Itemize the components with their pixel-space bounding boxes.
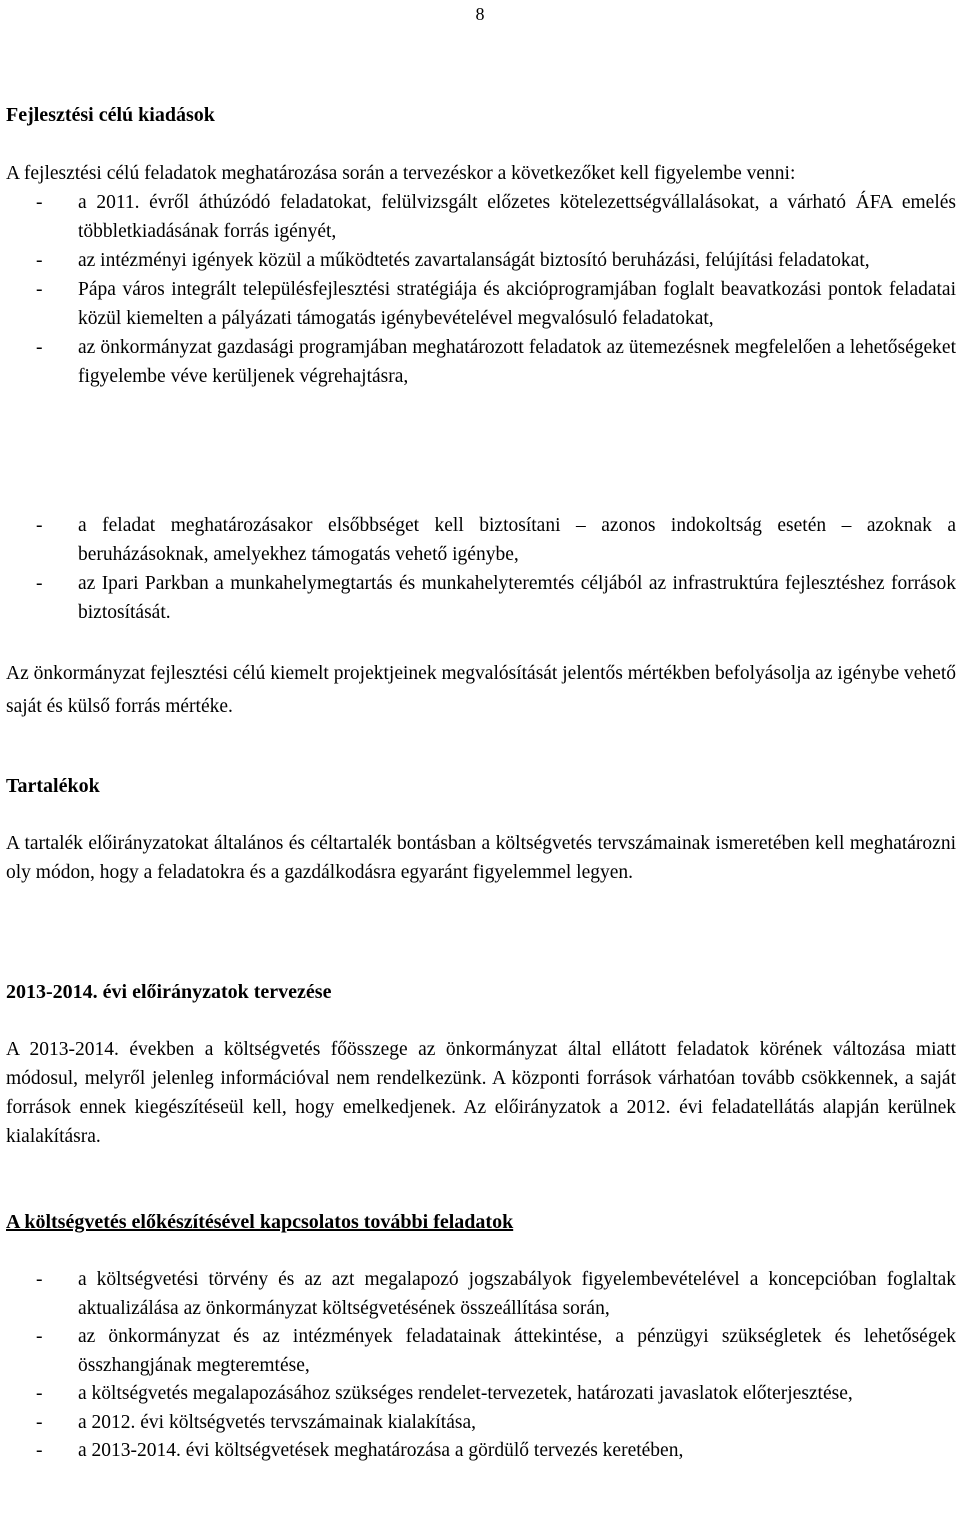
dash-marker: - — [36, 337, 43, 358]
section1-closing: Az önkormányzat fejlesztési célú kiemelt projektjeinek megvalósítását jelentős mértékben befolyásolja az igénybe vehető saját és külső forrás mértéke. — [6, 663, 956, 717]
section-title-tovabbi-feladatok: A költségvetés előkészítésével kapcsolatos további feladatok — [6, 1211, 514, 1233]
dash-marker: - — [36, 1383, 43, 1404]
dash-marker: - — [36, 573, 43, 594]
section2-text: A tartalék előirányzatokat általános és céltartalék bontásban a költségvetés tervszámainak ismeretében kell meghatározni oly módon, hogy a feladatokra és a gazdálkodásra egyaránt figyelemmel legyen. — [6, 833, 956, 883]
section1-list-a — [6, 188, 956, 391]
list-item: - az Ipari Parkban a munkahelymegtartás és munkahelyteremtés céljából az infrastruktúra fejlesztéshez források biztosítását. — [6, 569, 956, 627]
list-item: - a költségvetési törvény és az azt megalapozó jogszabályok figyelembevételével a koncepcióban foglaltak aktualizálása az önkormányzat költségvetésének összeállítása során, — [6, 1266, 956, 1323]
list-item: - a költségvetés megalapozásához szükséges rendelet-tervezetek, határozati javaslatok előterjesztése, — [6, 1380, 956, 1409]
dash-marker: - — [36, 1326, 43, 1347]
list-item: - a 2011. évről áthúzódó feladatokat, felülvizsgált előzetes kötelezettségvállalásokat, a várható ÁFA emelés többletkiadásának forrás igényét, — [6, 188, 956, 246]
section4-list — [6, 1266, 956, 1466]
section1-body — [6, 159, 956, 391]
list-item: - a 2013-2014. évi költségvetések meghatározása a gördülő tervezés keretében, — [6, 1437, 956, 1466]
dash-marker: - — [36, 279, 43, 300]
dash-marker: - — [36, 515, 43, 536]
page-number: 8 — [475, 4, 485, 24]
section-title-eloiranyzatok: 2013-2014. évi előirányzatok tervezése — [6, 981, 332, 1003]
list-item: - az önkormányzat és az intézmények feladatainak áttekintése, a pénzügyi szükségletek és lehetőségek összhangjának megteremtése, — [6, 1323, 956, 1380]
section3-body — [6, 1035, 956, 1151]
list-item: - a feladat meghatározásakor elsőbbséget kell biztosítani – azonos indokoltság esetén – azoknak a beruházásoknak, amelyekhez támogatás vehető igénybe, — [6, 511, 956, 569]
dash-marker: - — [36, 192, 43, 213]
list-item: - a 2012. évi költségvetés tervszámainak kialakítása, — [6, 1409, 956, 1438]
list-item: - Pápa város integrált településfejlesztési stratégiája és akcióprogramjában foglalt beavatkozási pontok feladatai közül kiemelten a pályázati támogatás igénybevételével megvalósuló feladatokat, — [6, 275, 956, 333]
section4-body — [6, 1266, 956, 1466]
section1-list-b — [6, 511, 956, 627]
section1-intro: A fejlesztési célú feladatok meghatározása során a tervezéskor a következőket kell figyelembe venni: — [6, 163, 796, 184]
dash-marker: - — [36, 1269, 43, 1290]
section1-closing-block — [6, 657, 956, 723]
dash-marker: - — [36, 250, 43, 271]
section3-text: A 2013-2014. években a költségvetés főösszege az önkormányzat által ellátott feladatok körének változása miatt módosul, melyről jelenleg információval nem rendelkezünk. A központi források várhatóan tovább csökkennek, a saját források ennek kiegészítéseül kell, hogy emelkedjenek. Az előirányzatok a 2012. évi feladatellátás alapján kerülnek kialakításra. — [6, 1039, 956, 1147]
section1-body-b — [6, 511, 956, 627]
section-title-tartalekok: Tartalékok — [6, 775, 100, 797]
section2-body — [6, 829, 956, 887]
list-item: - az intézményi igények közül a működtetés zavartalanságát biztosító beruházási, felújítási feladatokat, — [6, 246, 956, 275]
dash-marker: - — [36, 1440, 43, 1461]
section-title-fejlesztesi: Fejlesztési célú kiadások — [6, 104, 215, 126]
list-item: - az önkormányzat gazdasági programjában meghatározott feladatok az ütemezésnek megfelelően a lehetőségeket figyelembe véve kerüljenek végrehajtásra, — [6, 333, 956, 391]
dash-marker: - — [36, 1411, 43, 1433]
